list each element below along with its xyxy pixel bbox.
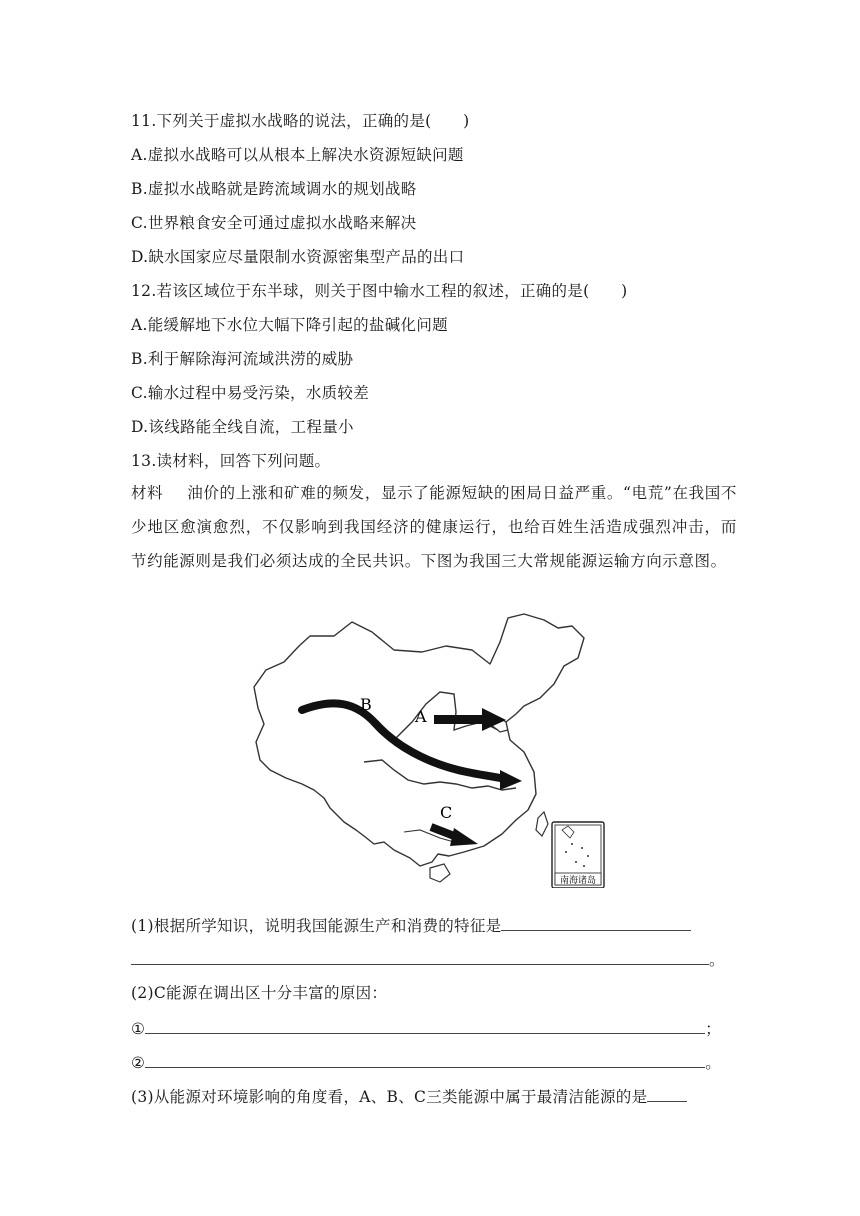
question-12-option-a: A.能缓解地下水位大幅下降引起的盐碱化问题 [131,316,448,334]
question-12-stem: 12.若该区域位于东半球，则关于图中输水工程的叙述，正确的是( ) [131,282,628,300]
sub-question-1-end: 。 [709,951,725,969]
arrow-a-body [434,715,484,724]
sub-question-3 [131,1085,687,1107]
china-outline [254,614,584,866]
question-11-option-a: A.虚拟水战略可以从根本上解决水资源短缺问题 [131,146,464,164]
energy-transport-map [244,612,624,888]
question-11-option-c: C.世界粮食安全可通过虚拟水战略来解决 [131,214,417,232]
south-china-sea-inset [552,822,604,888]
item-2-end: 。 [705,1054,722,1072]
material-text: 油价的上涨和矿难的频发，显示了能源短缺的困局日益严重。“电荒”在我国不少地区愈演愈烈，不仅影响到我国经济的健康运行，也给百姓生活造成强烈冲击，而节约能源则是我们必须达成的全民共识。下图为我国三大常规能源运输方向示意图。 [131,484,737,570]
item-1-marker: ① [131,1020,146,1038]
question-12-option-d: D.该线路能全线自流，工程量小 [131,418,354,436]
answer-blank-1b[interactable] [131,948,709,965]
material-paragraph [131,476,737,578]
question-11-option-b: B.虚拟水战略就是跨流域调水的规划战略 [131,180,417,198]
sub-question-2-item-1 [131,1017,721,1039]
answer-blank-2b[interactable] [145,1051,705,1068]
sub-question-1 [131,914,691,936]
label-c: C [440,803,453,822]
question-12-option-c: C.输水过程中易受污染，水质较差 [131,384,370,402]
sub-question-1-text: (1)根据所学知识，说明我国能源生产和消费的特征是 [131,917,502,935]
answer-blank-1a[interactable] [501,914,691,931]
question-11-stem: 11.下列关于虚拟水战略的说法，正确的是( ) [131,112,470,130]
material-label: 材料 [131,484,164,502]
question-12-option-b: B.利于解除海河流域洪涝的威胁 [131,350,354,368]
answer-blank-3[interactable] [647,1085,687,1102]
answer-blank-2a[interactable] [145,1017,705,1034]
label-a: A [415,707,427,726]
question-13-stem: 13.读材料，回答下列问题。 [131,452,331,470]
inset-title: 南海诸岛 [559,876,597,886]
item-2-marker: ② [131,1054,146,1072]
label-b: B [360,695,372,714]
sub-question-2: (2)C能源在调出区十分丰富的原因： [131,984,388,1002]
sub-question-2-item-2 [131,1051,721,1073]
sub-question-3-text: (3)从能源对环境影响的角度看，A、B、C三类能源中属于最清洁能源的是 [131,1088,648,1106]
sub-question-1-line-2 [131,948,725,970]
taiwan-island [536,812,548,836]
item-1-end: ； [705,1020,722,1038]
hainan-island [430,864,450,882]
question-11-option-d: D.缺水国家应尽量限制水资源密集型产品的出口 [131,248,465,266]
